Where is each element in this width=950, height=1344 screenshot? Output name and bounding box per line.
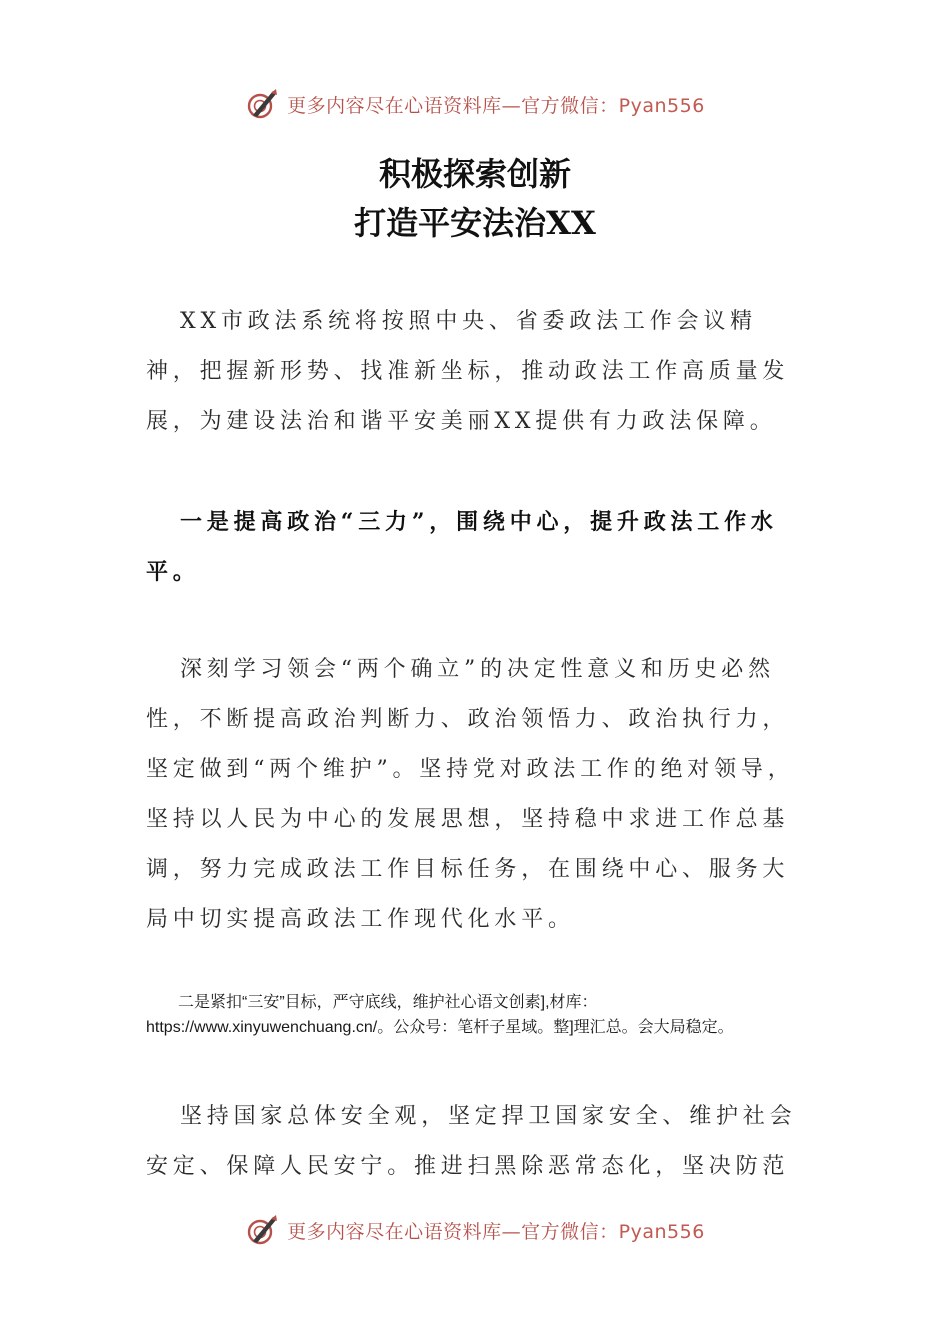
section-2-paragraph: 坚持国家总体安全观，坚定捍卫国家安全、维护社会安定、保障人民安宁。推进扫黑除恶常态化，坚决防范 — [146, 1104, 797, 1179]
quill-pen-logo-icon — [245, 87, 279, 121]
section-heading-2-note: 二是紧扣“三安”目标，严守底线，维护社心语文创素],材库：https://www.xinyuwenchuang.cn/。公众号：笔杆子星域。整]理汇总。会大局稳定。 — [146, 994, 734, 1036]
footer-watermark — [0, 1210, 950, 1250]
section-heading-1: 一是提高政治“三力”，围绕中心，提升政法工作水平。 — [146, 509, 778, 585]
section-1-paragraph: 深刻学习领会“两个确立”的决定性意义和历史必然性，不断提高政治判断力、政治领悟力、政治执行力，坚定做到“两个维护”。坚持党对政法工作的绝对领导，坚持以人民为中心的发展思想，坚持稳中求进工作总基调，努力完成政法工作目标任务，在围绕中心、服务大局中切实提高政法工作现代化水平。 — [146, 657, 795, 932]
intro-paragraph: XX市政法系统将按照中央、省委政法工作会议精神，把握新形势、找准新坐标，推动政法工作高质量发展，为建设法治和谐平安美丽XX提供有力政法保障。 — [146, 309, 790, 434]
document-title-line1: 积极探索创新 — [378, 155, 571, 193]
watermark-text: 更多内容尽在心语资料库—官方微信：Pyan556 — [287, 1220, 705, 1243]
document-title-line2: 打造平安法治XX — [354, 204, 596, 242]
watermark-text: 更多内容尽在心语资料库—官方微信：Pyan556 — [287, 94, 705, 117]
quill-pen-logo-icon — [245, 1213, 279, 1247]
header-watermark — [0, 84, 950, 124]
